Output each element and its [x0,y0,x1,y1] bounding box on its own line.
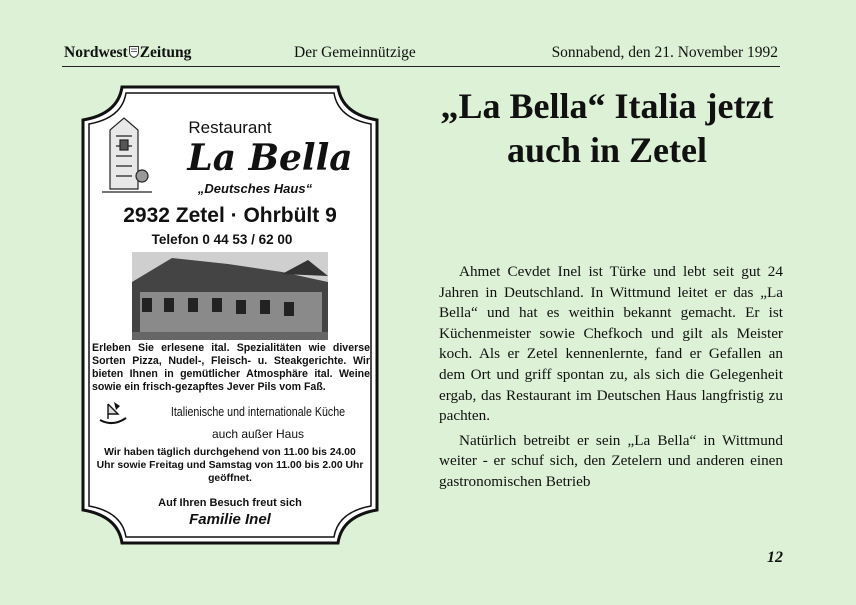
ad-takeaway: auch außer Haus [211,427,305,441]
page-header [62,44,780,67]
supplement-name: Der Gemeinnützige [294,44,416,61]
crest-icon [129,46,139,58]
ad-restaurant-subtitle: „Deutsches Haus“ [197,181,313,196]
ad-welcome: Auf Ihren Besuch freut sich [158,497,302,509]
ad-restaurant-label: Restaurant [188,118,272,137]
article-paragraph: Ahmet Cevdet Inel ist Türke und lebt seit gut 24 Jahren in Deutschland. In Wittmund leitet er das „La Bella“ und hat es weithin bekannt gemacht. Er ist Küchenmeister sowie Chefkoch und gilt als Meister koch. Als er Zetel kennenlernte, fand er Gefallen an dem Ort und griff spontan zu, als sich die Gelegenheit ergab, das Restaurant im Deutschen Haus langfristig zu pachten. [439,263,783,425]
ad-restaurant-name: La Bella [187,137,353,179]
newspaper-name [64,44,191,62]
newspaper-name-left: Nordwest [64,44,128,61]
restaurant-building-photo [132,252,328,340]
article-paragraph: Natürlich betreibt er sein „La Bella“ in Wittmund weiter - er schuf sich, den Zetelern und anderen einen gastronomischen Betrieb [439,431,783,490]
gondola-icon [98,400,128,428]
ad-description: Erleben Sie erlesene ital. Spezialitäten wie diverse Sorten Pizza, Nudel-, Fleisch- u. Steakgerichte. Wir bieten Ihnen in gemütlicher Atmosphäre ital. Weine sowie ein frisch-gezapftes Jever Pils vom Faß. [92,342,370,393]
ad-cuisine: Italienische und internationale Küche [170,404,346,419]
ad-opening-hours: Wir haben täglich durchgehend von 11.00 bis 24.00 Uhr sowie Freitag und Samstag von 11.00 bis 2.00 Uhr geöffnet. [96,447,364,484]
ad-phone: Telefon 0 44 53 / 62 00 [151,232,293,247]
article-title: „La Bella“ Italia jetzt auch in Zetel [440,86,774,170]
page-number: 12 [767,549,783,566]
ad-family-name: Familie Inel [189,511,271,528]
article-body [439,262,783,497]
restaurant-advertisement [80,84,380,546]
ad-address: 2932 Zetel · Ohrbült 9 [123,204,337,227]
issue-date: Sonnabend, den 21. November 1992 [551,44,778,61]
newspaper-name-right: Zeitung [139,44,192,61]
